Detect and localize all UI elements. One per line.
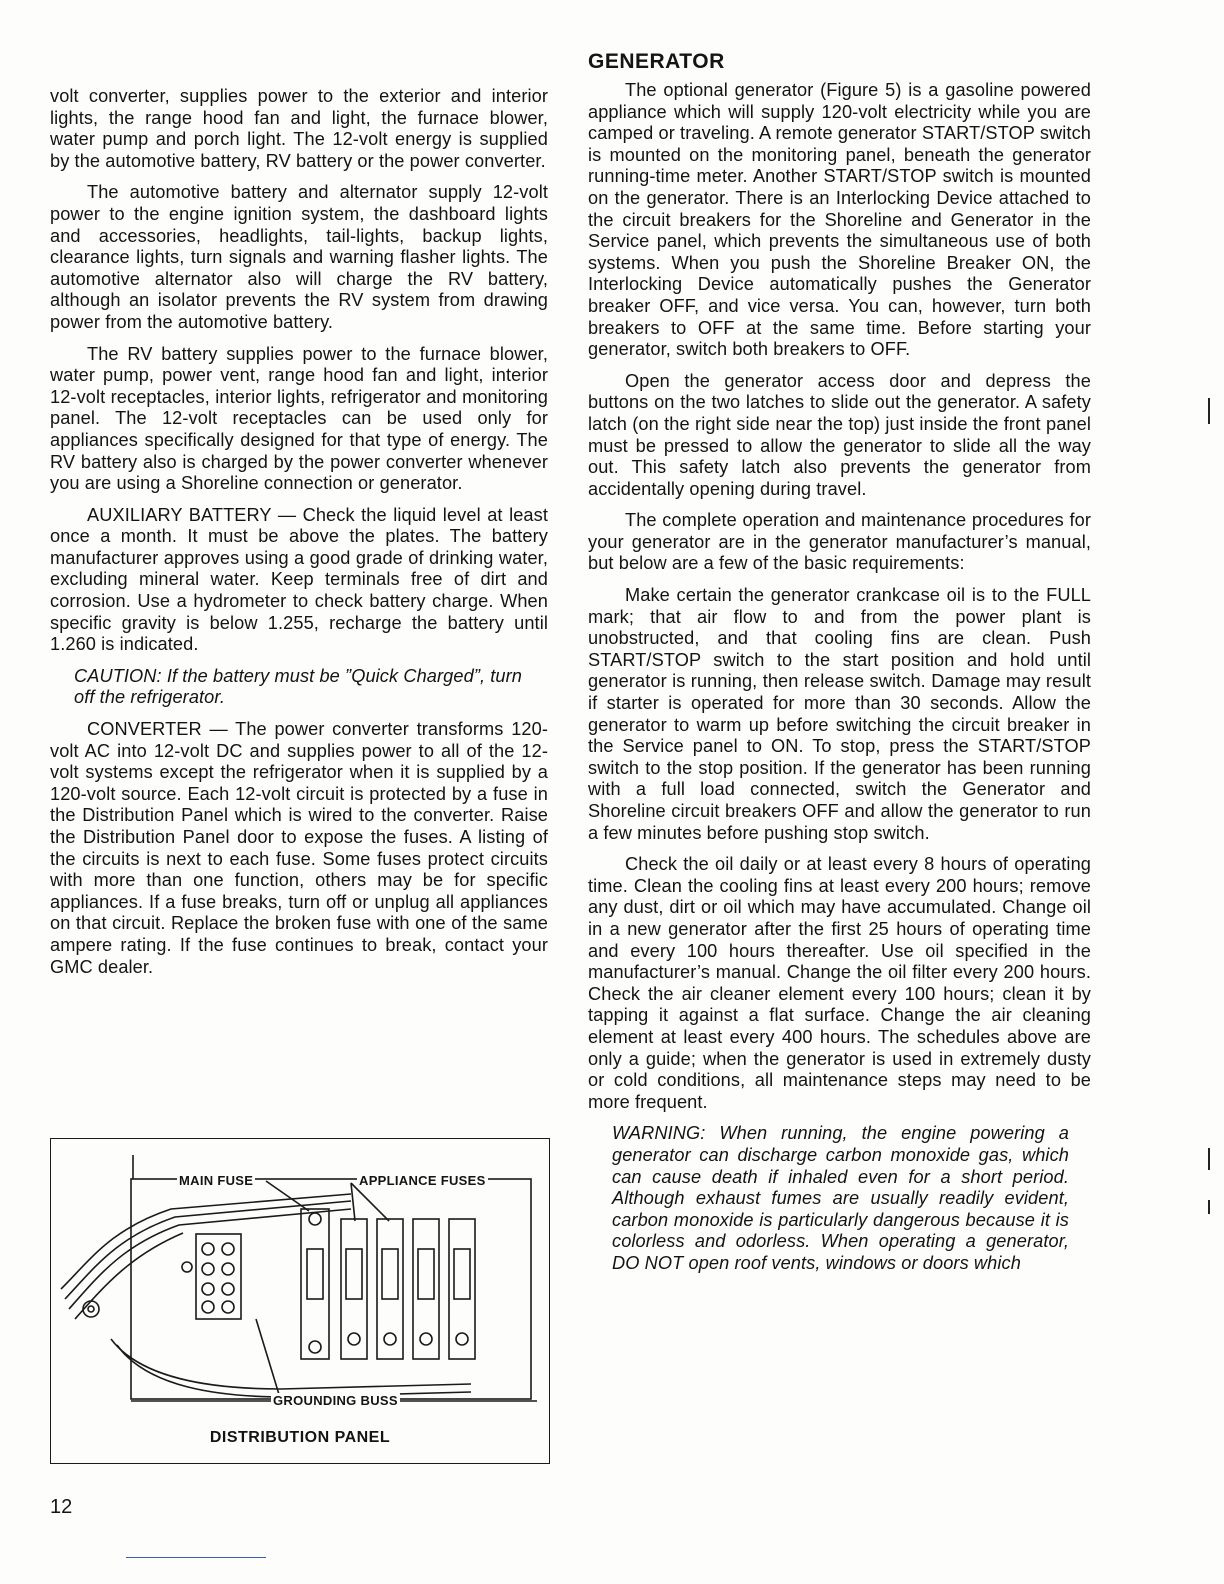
page-number: 12 — [50, 1496, 73, 1518]
paragraph-operation: Make certain the generator crankcase oil is to the FULL mark; that air flow to and from the power plant is unobstructed, and that cooling fins are clean. Push START/STOP switch to the start position and hold until generator is running, then release switch. Damage may result if starter is operated for more than 30 seconds. Allow the generator to warm up before switching the circuit breaker in the Service panel to ON. To stop, press the START/STOP switch to the stop position. If the generator has been running with a full load connected, switch the Generator and Shoreline circuit breakers OFF and allow the generator to run a few minutes before pushing stop switch. — [588, 585, 1091, 843]
margin-mark — [1208, 1148, 1210, 1170]
left-column — [50, 86, 548, 988]
margin-mark — [1208, 1200, 1210, 1214]
paragraph-auxiliary-battery: AUXILIARY BATTERY — Check the liquid level at least once a month. It must be above the plates. The battery manufacturer approves using a good grade of drinking water, excluding mineral water. Keep terminals free of dirt and corrosion. Use a hydrometer to check battery charge. When specific gravity is below 1.255, recharge the battery until 1.260 is indicated. — [50, 504, 548, 655]
warning-note: WARNING: When running, the engine powering a generator can discharge carbon monoxide gas, which can cause death if inhaled even for a short period. Although exhaust fumes are usually readily evident, carbon monoxide is particularly dangerous because it is colorless and odorless. When operating a generator, DO NOT open roof vents, windows or doors which — [612, 1123, 1069, 1273]
paragraph-rv-battery: The RV battery supplies power to the furnace blower, water pump, power vent, range hood fan and light, interior 12-volt receptacles, interior lights, refrigerator and monitoring panel. The 12-volt receptacles can be used only for appliances specifically designed for that type of energy. The RV battery also is charged by the power converter whenever you are using a Shoreline connection or generator. — [50, 343, 548, 494]
paragraph-maintenance-intro: The complete operation and maintenance procedures for your generator are in the generator manufacturer’s manual, but below are a few of the basic requirements: — [588, 510, 1091, 574]
caution-note: CAUTION: If the battery must be ”Quick Charged”, turn off the refrigerator. — [74, 665, 523, 708]
paragraph-access-door: Open the generator access door and depress the buttons on the two latches to slide out the generator. A safety latch (on the right side near the top) just inside the front panel must be pressed to allow the generator to slide all the way out. This safety latch also prevents the generator from accidentally opening during travel. — [588, 370, 1091, 499]
distribution-panel-figure — [50, 1138, 550, 1464]
paragraph-automotive-battery: The automotive battery and alternator supply 12-volt power to the engine ignition system, the dashboard lights and accessories, headlights, tail-lights, backup lights, clearance lights, turn signals and warning flasher lights. The automotive alternator also will charge the RV battery, although an isolator prevents the RV system from drawing power from the automotive battery. — [50, 182, 548, 332]
right-column — [588, 50, 1091, 1284]
appliance-fuses-label: APPLIANCE FUSES — [359, 1173, 486, 1188]
paragraph-volt-converter: volt converter, supplies power to the exterior and interior lights, the range hood fan and light, the furnace blower, water pump and porch light. The 12-volt energy is supplied by the automotive battery, RV battery or the power converter. — [50, 86, 548, 171]
margin-mark — [1208, 398, 1210, 424]
figure-caption: DISTRIBUTION PANEL — [209, 1429, 391, 1446]
generator-heading: GENERATOR — [588, 50, 725, 73]
grounding-buss-label: GROUNDING BUSS — [273, 1393, 398, 1408]
main-fuse-label: MAIN FUSE — [179, 1173, 254, 1188]
paragraph-oil-schedule: Check the oil daily or at least every 8 hours of operating time. Clean the cooling fins at least every 200 hours; remove any dust, dirt or oil which may have accumulated. Change oil in a new generator after the first 25 hours of operating time and every 100 hours thereafter. Use oil specified in the manufacturer’s manual. Change the oil filter every 200 hours. Check the air cleaner element every 100 hours; clean it by tapping it against a flat surface. Change the air cleaning element at least every 400 hours. The schedules above are only a guide; when the generator is used in extremely dusty or cold conditions, all maintenance steps may need to be more frequent. — [588, 854, 1091, 1112]
paragraph-converter: CONVERTER — The power converter transforms 120-volt AC into 12-volt DC and supplies power to all of the 12-volt systems except the refrigerator when it is supplied by a 120-volt source. Each 12-volt circuit is protected by a fuse in the Distribution Panel which is wired to the converter. Raise the Distribution Panel door to expose the fuses. A listing of the circuits is next to each fuse. Some fuses protect circuits with more than one function, others may be for specific appliances. If a fuse breaks, turn off or unplug all appliances on that circuit. Replace the broken fuse with one of the same ampere rating. If the fuse continues to break, contact your GMC dealer. — [50, 719, 548, 977]
footer-rule — [126, 1557, 266, 1558]
paragraph-generator-intro: The optional generator (Figure 5) is a gasoline powered appliance which will supply 120-volt electricity while you are camped or traveling. A remote generator START/STOP switch is mounted on the monitoring panel, beneath the generator running-time meter. Another START/STOP switch is mounted on the generator. There is an Interlocking Device attached to the circuit breakers for the Shoreline and Generator in the Service panel, which prevents the simultaneous use of both systems. When you push the Shoreline Breaker ON, the Interlocking Device automatically pushes the Generator breaker OFF, and vice versa. You can, however, turn both breakers to OFF at the same time. Before starting your generator, switch both breakers to OFF. — [588, 80, 1091, 360]
